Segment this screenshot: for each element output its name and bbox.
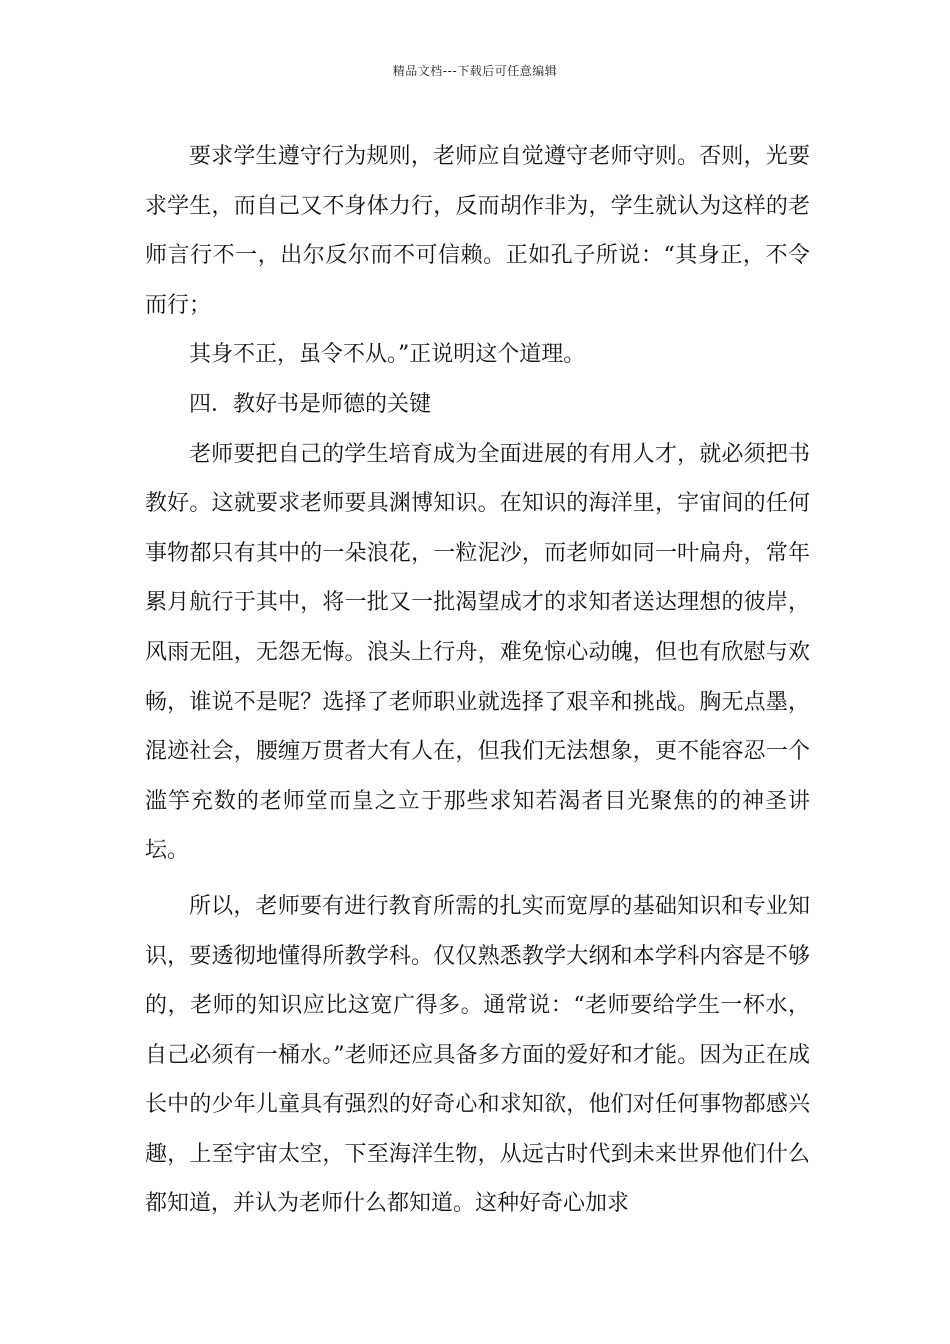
- paragraph-confucius-quote: 其身不正，虽令不从。”正说明这个道理。: [189, 342, 586, 368]
- paragraph-teacher-qualifications: 所以，老师要有进行教育所需的扎实而宽厚的基础知识和专业知识，要透彻地懂得所教学科。仅仅熟悉教学大纲和本学科内容是不够的，老师的知识应比这宽广得多。通常说：“老师要给学生一杯水，自己必须有一桶水。”老师还应具备多方面的爱好和才能。因为正在成长中的少年儿童具有强烈的好奇心和求知欲，他们对任何事物都感兴趣，上至宇宙太空，下至海洋生物，从远古时代到未来世界他们什么都知道，并认为老师什么都知道。这种好奇心加求: [145, 893, 810, 1217]
- section-heading: 四．教好书是师德的关键: [189, 391, 432, 417]
- document-body: [145, 132, 810, 1229]
- paragraph-teaching-knowledge: 老师要把自己的学生培育成为全面进展的有用人才，就必须把书教好。这就要求老师要具渊博知识。在知识的海洋里，宇宙间的任何事物都只有其中的一朵浪花，一粒泥沙，而老师如同一叶扁舟，常年累月航行于其中，将一批又一批渴望成才的求知者送达理想的彼岸，风雨无阻，无怨无悔。浪头上行舟，难免惊心动魄，但也有欣慰与欢畅，谁说不是呢？选择了老师职业就选择了艰辛和挑战。胸无点墨，混迹社会，腰缠万贯者大有人在，但我们无法想象，更不能容忍一个滥竽充数的老师堂而皇之立于那些求知若渴者目光聚焦的的神圣讲坛。: [145, 441, 810, 864]
- page-header: 精品文档---下载后可任意编辑: [392, 64, 558, 78]
- paragraph-rules: 要求学生遵守行为规则，老师应自觉遵守老师守则。否则，光要求学生，而自己又不身体力行，反而胡作非为，学生就认为这样的老师言行不一，出尔反尔而不可信赖。正如孔子所说：“其身正，不令而行；: [145, 144, 810, 318]
